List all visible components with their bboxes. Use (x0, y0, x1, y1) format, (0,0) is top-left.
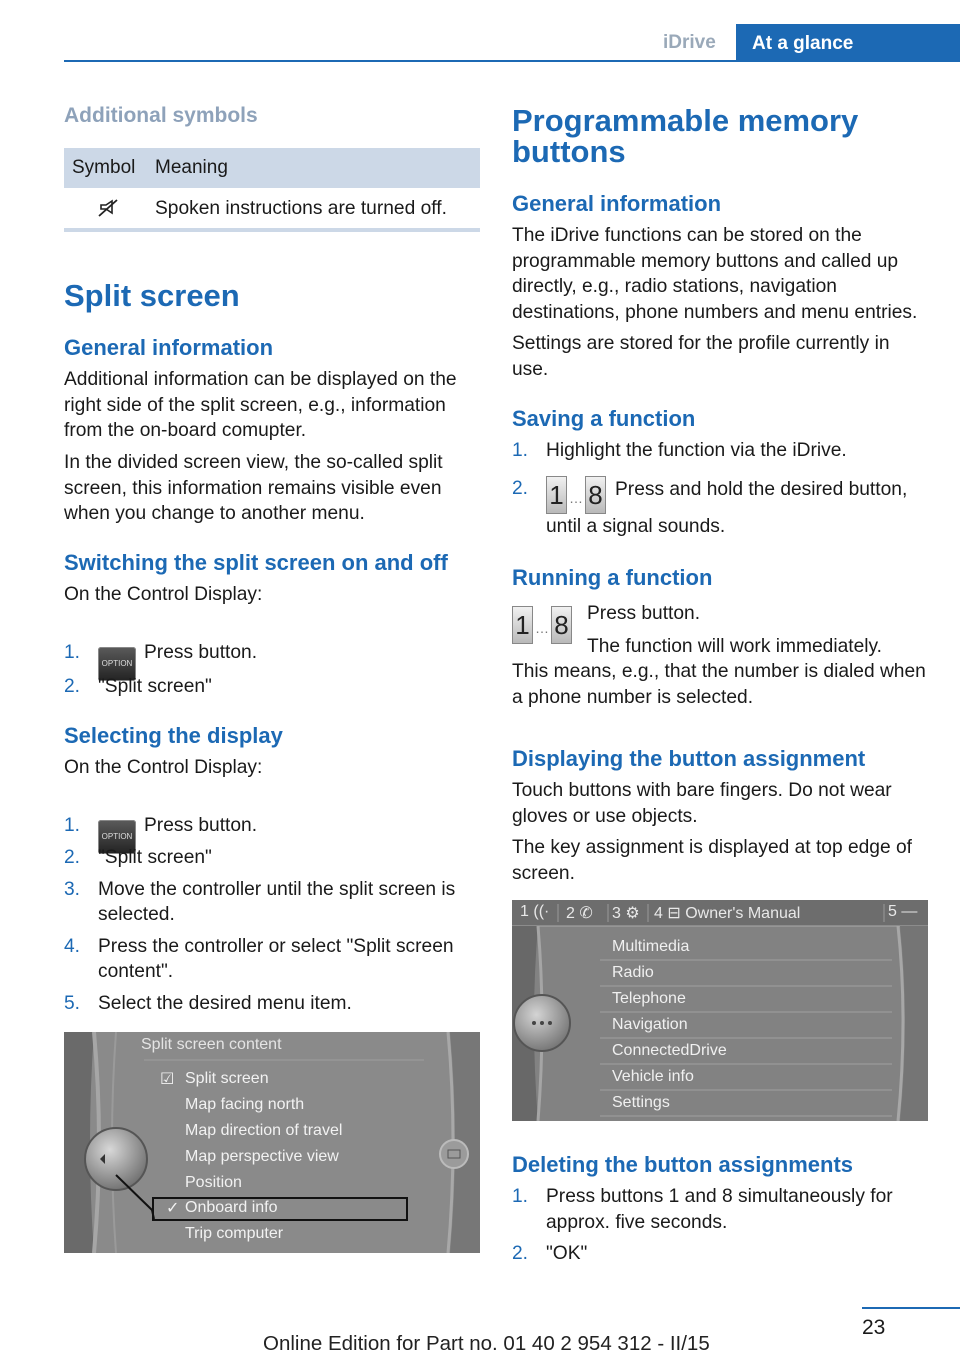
menu-item[interactable]: Map facing north (185, 1096, 305, 1113)
split-screen-content-screenshot (64, 1032, 480, 1253)
speech-muted-icon (97, 198, 119, 218)
option-button-icon: OPTION (98, 647, 136, 681)
select-display-title: Selecting the display (64, 723, 283, 748)
general-info-title: General information (512, 191, 722, 216)
key-5[interactable]: 5 — (888, 903, 918, 920)
general-info-p2: In the divided screen view, the so-called split screen, this information remains visible even when you change to another menu. (64, 452, 443, 524)
memory-key-8-icon: 8 (551, 606, 572, 644)
list-item: 5. Select the desired menu item. (64, 992, 352, 1014)
key-1[interactable]: 1 ((· (520, 903, 550, 920)
menu-item-selected[interactable]: Onboard info (185, 1199, 278, 1216)
list-item: 1. Highlight the function via the iDrive. (512, 440, 847, 461)
col-symbol: Symbol (72, 157, 136, 178)
memory-key-1-icon: 1 (512, 606, 533, 644)
menu-item[interactable]: Position (185, 1174, 242, 1191)
menu-item[interactable]: Settings (612, 1094, 670, 1111)
menu-item[interactable]: Navigation (612, 1016, 688, 1033)
list-item: 2. "OK" (512, 1243, 588, 1264)
screen-check-icon: ✓ (166, 1200, 180, 1217)
phone-icon: ✆ (579, 905, 593, 922)
header-chapter-label: At a glance (752, 33, 854, 54)
menu-item[interactable]: Radio (612, 964, 654, 981)
symbols-table-header (64, 148, 480, 188)
ellipsis-icon: … (569, 489, 583, 506)
saving-title: Saving a function (512, 406, 696, 431)
list-item: 1. OPTIONPress button. (64, 795, 480, 845)
saving-steps (512, 438, 930, 539)
menu-item[interactable]: Split screen (185, 1070, 269, 1087)
additional-symbols-title: Additional symbols (64, 104, 258, 127)
running-line2: The function will work immediately. (587, 636, 883, 657)
menu-item[interactable]: Multimedia (612, 938, 690, 955)
switch-title: Switching the split screen on and off (64, 550, 448, 575)
running-title: Running a function (512, 565, 713, 590)
menu-item[interactable]: ConnectedDrive (612, 1042, 727, 1059)
page-number: 23 (862, 1316, 886, 1339)
switch-intro: On the Control Display: (64, 584, 263, 605)
memory-key-8-icon: 8 (585, 476, 606, 514)
col-meaning: Meaning (155, 157, 228, 178)
select-display-intro: On the Control Display: (64, 757, 263, 778)
option-button-icon: OPTION (98, 820, 136, 854)
list-item: 2. "Split screen" (64, 847, 212, 868)
footer-rule (862, 1307, 960, 1309)
memory-buttons-title-2: buttons (512, 134, 626, 169)
deleting-title: Deleting the button assignments (512, 1152, 854, 1177)
list-item: 2. 1 … 8 Press and hold the desired button, until a signal sounds. (512, 477, 908, 537)
gear-icon: ⚙ (625, 905, 640, 922)
running-line1: Press button. (587, 603, 701, 624)
menu-item[interactable]: Vehicle info (612, 1068, 694, 1085)
key-3[interactable]: 3 ⚙ (612, 905, 640, 922)
button-assignment-screenshot (512, 900, 928, 1121)
screen-bezel-art (512, 900, 928, 1121)
screen-check-icon: ☑ (160, 1071, 175, 1088)
symbol-meaning: Spoken instructions are turned off. (155, 198, 447, 219)
general-info-p1: The iDrive functions can be stored on the programmable memory buttons and called up directly, e.g., radio stations, navigation destinations, phone numbers and menu entries. (512, 225, 918, 323)
running-paragraph: This means, e.g., that the number is dialed when a phone number is selected. (512, 661, 926, 708)
memory-keys-icon (512, 606, 572, 644)
display-assignment-p2: The key assignment is displayed at top edge of screen. (512, 837, 912, 884)
list-item: 3. Move the controller until the split screen is selected. (64, 878, 456, 925)
menu-item[interactable]: Trip computer (185, 1225, 284, 1242)
menu-item[interactable]: Map direction of travel (185, 1122, 343, 1139)
list-item: 2. "Split screen" (64, 676, 212, 697)
menu-item[interactable]: Map perspective view (185, 1148, 339, 1165)
symbols-table-rule (64, 228, 480, 232)
menu-item[interactable]: Telephone (612, 990, 686, 1007)
car-icon: ⊟ (667, 905, 681, 922)
memory-key-1-icon: 1 (546, 476, 567, 514)
display-assignment-p1: Touch buttons with bare fingers. Do not wear gloves or use objects. (512, 780, 892, 827)
split-screen-title: Split screen (64, 278, 240, 313)
list-item: 1. Press buttons 1 and 8 simultaneously for approx. five seconds. (512, 1186, 893, 1233)
key-4[interactable]: 4 ⊟ Owner's Manual (654, 905, 801, 922)
screen-bezel-art (64, 1032, 480, 1253)
general-info-p2: Settings are stored for the profile currently in use. (512, 333, 890, 380)
footer-edition: Online Edition for Part no. 01 40 2 954 312 - II/15 (263, 1332, 710, 1355)
header-rule (64, 60, 960, 62)
ellipsis-icon: … (535, 620, 549, 636)
select-steps (64, 795, 480, 1016)
general-info-title: General information (64, 335, 274, 360)
phone-signal-icon: ((· (533, 903, 550, 920)
switch-steps (64, 622, 480, 700)
screen-title: Split screen content (141, 1036, 282, 1053)
memory-buttons-title-1: Programmable memory (512, 103, 859, 138)
dash-icon: — (901, 903, 918, 920)
deleting-steps (512, 1184, 930, 1267)
display-assignment-title: Displaying the button assignment (512, 746, 866, 771)
key-2[interactable]: 2 ✆ (566, 905, 593, 922)
header-chapter-tab (736, 24, 960, 62)
general-info-p1: Additional information can be displayed on the right side of the split screen, e.g., information from the on-board comupter. (64, 369, 457, 441)
list-item: 4. Press the controller or select "Split screen content". (64, 935, 454, 982)
list-item: 1. OPTIONPress button. (64, 622, 480, 674)
header-section: iDrive (663, 32, 716, 53)
